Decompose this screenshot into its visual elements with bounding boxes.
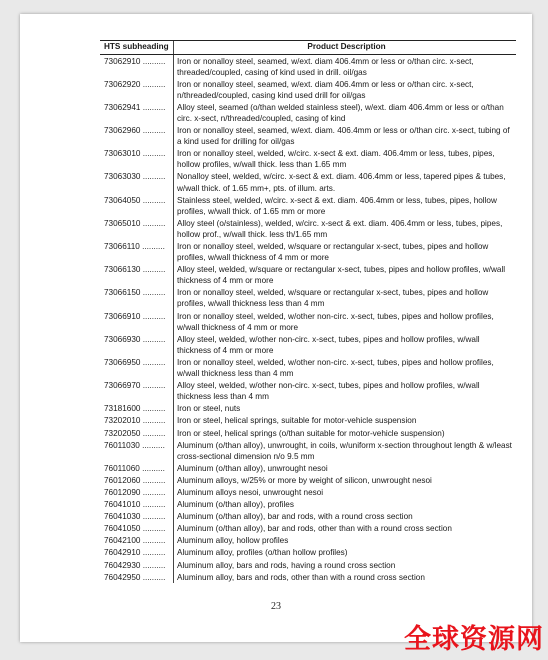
table-row	[100, 415, 516, 427]
product-description: Aluminum (o/than alloy), profiles	[173, 499, 516, 511]
header-product-description: Product Description	[173, 41, 516, 54]
table-row	[100, 171, 516, 194]
hts-code: 76041030 ..........	[104, 512, 166, 522]
table-row	[100, 310, 516, 333]
product-description: Iron or nonalloy steel, seamed, w/ext. diam 406.4mm or less or o/than circ. x-sect, threaded/coupled, casing of kind used in drill. oil/gas	[173, 55, 516, 78]
product-description: Aluminum alloys nesoi, unwrought nesoi	[173, 486, 516, 498]
header-hts-subheading: HTS subheading	[104, 42, 169, 51]
product-description: Iron or steel, helical springs (o/than suitable for motor-vehicle suspension)	[173, 427, 516, 439]
hts-code: 73066150 ..........	[104, 288, 166, 298]
product-description: Iron or nonalloy steel, seamed, w/ext. diam 406.4mm or less or o/than circ. x-sect, n/threaded/coupled, casing kind used drill for oil/gas	[173, 78, 516, 101]
hts-code: 73063010 ..........	[104, 149, 166, 159]
table-row	[100, 333, 516, 356]
hts-code: 73181600 ..........	[104, 404, 166, 414]
table-row	[100, 427, 516, 439]
table-row	[100, 148, 516, 171]
table-row	[100, 264, 516, 287]
table-row	[100, 78, 516, 101]
table-row	[100, 194, 516, 217]
product-description: Iron or steel, nuts	[173, 403, 516, 415]
product-description: Alloy steel, welded, w/other non-circ. x-sect, tubes, pipes and hollow profiles, w/wall thickness of 4 mm or more	[173, 333, 516, 356]
table-row	[100, 547, 516, 559]
product-description: Aluminum alloy, bars and rods, having a round cross section	[173, 559, 516, 571]
hts-code: 76041010 ..........	[104, 500, 166, 510]
table-row	[100, 241, 516, 264]
hts-code: 73066950 ..........	[104, 357, 166, 367]
hts-code: 73066910 ..........	[104, 311, 166, 321]
hts-code: 76042100 ..........	[104, 536, 166, 546]
hts-code: 76042930 ..........	[104, 560, 166, 570]
table-row	[100, 125, 516, 148]
document-page	[20, 14, 532, 642]
hts-code: 73066130 ..........	[104, 265, 166, 275]
product-description: Aluminum (o/than alloy), unwrought, in coils, w/uniform x-section throughout length & w/least cross-sectional dimension n/o 9.5 mm	[173, 439, 516, 462]
table-row	[100, 486, 516, 498]
table-body	[100, 55, 516, 583]
product-description: Aluminum (o/than alloy), bar and rods, with a round cross section	[173, 511, 516, 523]
product-description: Iron or nonalloy steel, welded, w/circ. x-sect & ext. diam. 406.4mm or less, tubes, pipes, hollow profiles, w/wall thick. less than 1.65 mm	[173, 148, 516, 171]
table-row	[100, 511, 516, 523]
product-description: Aluminum (o/than alloy), unwrought nesoi	[173, 462, 516, 474]
product-description: Stainless steel, welded, w/circ. x-sect & ext. diam. 406.4mm or less, tubes, pipes, hollow profiles, w/wall thick. of 1.65 mm or more	[173, 194, 516, 217]
hts-code: 76012060 ..........	[104, 475, 166, 485]
product-description: Alloy steel, welded, w/other non-circ. x-sect, tubes, pipes and hollow profiles, w/wall thickness less than 4 mm	[173, 380, 516, 403]
table-header	[100, 40, 516, 55]
hts-code: 73066970 ..........	[104, 381, 166, 391]
hts-code: 73066110 ..........	[104, 242, 165, 251]
hts-code: 73202050 ..........	[104, 428, 166, 438]
product-description: Iron or nonalloy steel, welded, w/other non-circ. x-sect, tubes, pipes and hollow profiles, w/wall thickness less than 4 mm	[173, 356, 516, 379]
product-description: Nonalloy steel, welded, w/circ. x-sect & ext. diam. 406.4mm or less, tapered pipes & tubes, w/wall thick. of 1.65 mm+, pts. of illum. arts.	[173, 171, 516, 194]
hts-code: 76011030 ..........	[104, 440, 165, 450]
hts-code: 73202010 ..........	[104, 416, 166, 426]
table-row	[100, 535, 516, 547]
table-row	[100, 380, 516, 403]
hts-code: 76012090 ..........	[104, 487, 166, 497]
hts-code: 76011060 ..........	[104, 463, 165, 473]
table-row	[100, 287, 516, 310]
table-row	[100, 439, 516, 462]
product-description: Alloy steel, welded, w/square or rectangular x-sect, tubes, pipes and hollow profiles, w/wall thickness of 4 mm or more	[173, 264, 516, 287]
hts-code: 73064050 ..........	[104, 195, 166, 205]
product-description: Aluminum alloy, profiles (o/than hollow profiles)	[173, 547, 516, 559]
table-row	[100, 474, 516, 486]
table-row	[100, 217, 516, 240]
product-description: Alloy steel, seamed (o/than welded stainless steel), w/ext. diam 406.4mm or less or o/than circ. x-sect, n/threaded/coupled, casing of kind	[173, 101, 516, 124]
product-description: Aluminum alloy, bars and rods, other than with a round cross section	[173, 571, 516, 583]
hts-code: 76041050 ..........	[104, 524, 166, 534]
hts-code: 73062960 ..........	[104, 126, 166, 136]
table-row	[100, 499, 516, 511]
hts-code: 73063030 ..........	[104, 172, 166, 182]
page-number: 23	[271, 601, 281, 612]
table-row	[100, 403, 516, 415]
watermark-logo: 全球资源网	[404, 624, 544, 655]
product-description: Iron or nonalloy steel, seamed, w/ext. diam. 406.4mm or less or o/than circ. x-sect, tubing of a kind used for drilling for oil/gas	[173, 125, 516, 148]
hts-table	[100, 40, 516, 583]
product-description: Iron or nonalloy steel, welded, w/other non-circ. x-sect, tubes, pipes and hollow profiles, w/wall thickness of 4 mm or more	[173, 310, 516, 333]
product-description: Aluminum alloy, hollow profiles	[173, 535, 516, 547]
product-description: Aluminum alloys, w/25% or more by weight of silicon, unwrought nesoi	[173, 474, 516, 486]
table-row	[100, 356, 516, 379]
hts-code: 73062910 ..........	[104, 56, 166, 66]
hts-code: 76042910 ..........	[104, 548, 166, 558]
product-description: Aluminum (o/than alloy), bar and rods, other than with a round cross section	[173, 523, 516, 535]
table-row	[100, 55, 516, 78]
table-row	[100, 559, 516, 571]
table-row	[100, 523, 516, 535]
hts-code: 73062920 ..........	[104, 79, 166, 89]
table-row	[100, 571, 516, 583]
hts-code: 73066930 ..........	[104, 334, 166, 344]
hts-code: 76042950 ..........	[104, 572, 166, 582]
hts-code: 73062941 ..........	[104, 102, 166, 112]
product-description: Iron or nonalloy steel, welded, w/square or rectangular x-sect, tubes, pipes and hollow profiles, w/wall thickness of 4 mm or more	[173, 241, 516, 264]
table-row	[100, 101, 516, 124]
product-description: Iron or steel, helical springs, suitable for motor-vehicle suspension	[173, 415, 516, 427]
table-row	[100, 462, 516, 474]
hts-code: 73065010 ..........	[104, 218, 166, 228]
product-description: Iron or nonalloy steel, welded, w/square or rectangular x-sect, tubes, pipes and hollow profiles, w/wall thickness less than 4 mm	[173, 287, 516, 310]
product-description: Alloy steel (o/stainless), welded, w/circ. x-sect & ext. diam. 406.4mm or less, tubes, pipes, hollow prof., w/wall thick. less th/1.65 mm	[173, 217, 516, 240]
